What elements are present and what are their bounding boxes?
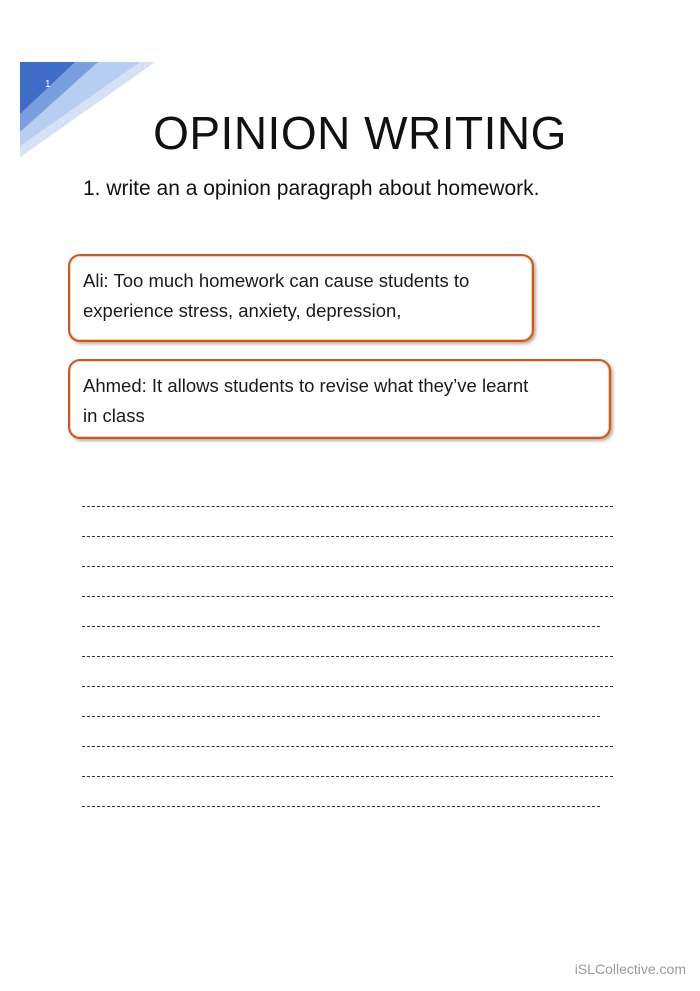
writing-line[interactable]: [82, 605, 622, 635]
page-title: OPINION WRITING: [153, 107, 567, 159]
writing-line[interactable]: [82, 545, 622, 575]
writing-line[interactable]: [82, 485, 622, 515]
writing-line[interactable]: [82, 635, 622, 665]
opinion-line: Ali: Too much homework can cause students to: [83, 270, 470, 291]
opinion-line: experience stress, anxiety, depression,: [83, 300, 402, 321]
instruction-text: 1. write an a opinion paragraph about homework.: [83, 177, 540, 200]
writing-line[interactable]: [82, 755, 622, 785]
watermark-footer: iSLCollective.com: [574, 961, 686, 977]
opinion-box-ahmed: [68, 359, 611, 439]
writing-line[interactable]: [82, 695, 622, 725]
opinion-box-ali: [68, 254, 534, 342]
writing-line[interactable]: [82, 515, 622, 545]
page-number: 1: [45, 79, 51, 90]
opinion-line: in class: [83, 405, 145, 426]
opinion-line: Ahmed: It allows students to revise what they’ve learnt: [83, 375, 529, 396]
writing-lines: [82, 485, 622, 815]
writing-line[interactable]: [82, 665, 622, 695]
writing-line[interactable]: [82, 725, 622, 755]
writing-line[interactable]: [82, 785, 622, 815]
writing-line[interactable]: [82, 575, 622, 605]
